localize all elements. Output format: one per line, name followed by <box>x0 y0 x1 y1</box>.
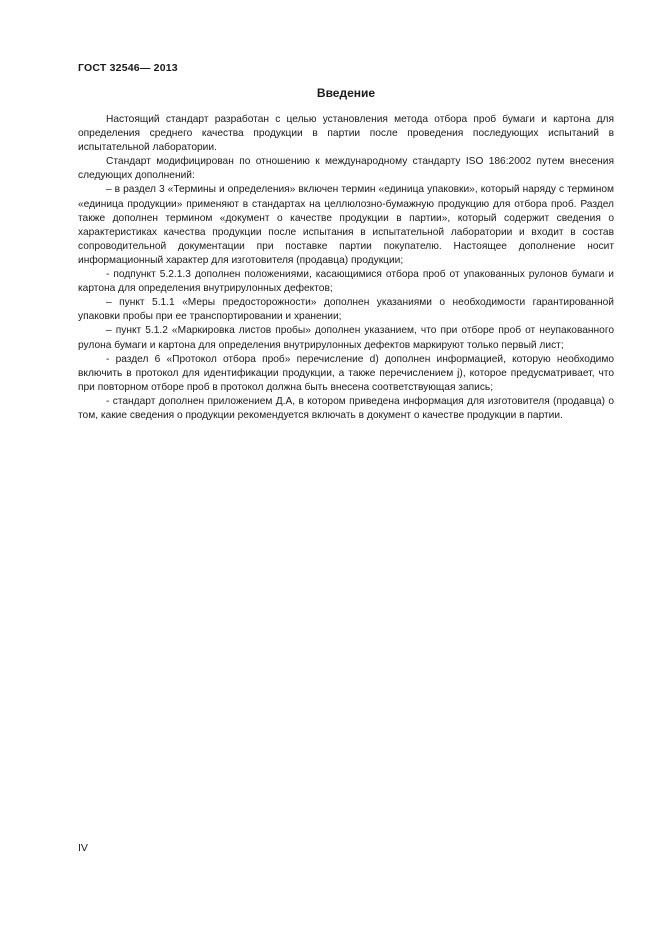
paragraph: – в раздел 3 «Термины и определения» включен термин «единица упаковки», который наряду с термином «единица продукции» применяют в стандартах на целлюлозно-бумажную продукцию для отбора проб. Раздел также дополнен термином «документ о качестве продукции в партии», который содержит сведения о характеристиках качества продукции после испытания в испытательной лаборатории и входит в состав сопроводительной документации при поставке партии покупателю. Настоящее дополнение носит информационный характер для изготовителя (продавца) продукции; <box>78 184 614 266</box>
document-header: ГОСТ 32546— 2013 <box>78 62 178 74</box>
page-number: IV <box>78 842 88 854</box>
paragraph: - раздел 6 «Протокол отбора проб» перечисление d) дополнен информацией, которую необходимо включить в протокол для идентификации продукции, а также перечислением j), которое предусматривает, что при повторном отборе проб в протокол должна быть внесена соответствующая запись; <box>78 353 614 393</box>
paragraph: - стандарт дополнен приложением Д.А, в котором приведена информация для изготовителя (продавца) о том, какие сведения о продукции рекомендуется включать в документ о качестве продукции в партии. <box>78 395 614 421</box>
paragraph: – пункт 5.1.2 «Маркировка листов пробы» дополнен указанием, что при отборе проб от неупакованного рулона бумаги и картона для определения внутрирулонных дефектов маркируют только первый лист; <box>78 325 614 351</box>
paragraph: Стандарт модифицирован по отношению к международному стандарту ISO 186:2002 путем внесения следующих дополнений: <box>78 156 614 182</box>
paragraph: – пункт 5.1.1 «Меры предосторожности» дополнен указаниями о необходимости гарантированной упаковки пробы при ее транспортировании и хранении; <box>78 297 614 323</box>
document-body <box>78 113 614 423</box>
paragraph: Настоящий стандарт разработан с целью установления метода отбора проб бумаги и картона для определения среднего качества продукции в партии после проведения последующих испытаний в испытательной лаборатории. <box>78 114 614 154</box>
paragraph: - подпункт 5.2.1.3 дополнен положениями, касающимися отбора проб от упакованных рулонов бумаги и картона для определения внутрирулонных дефектов; <box>78 269 614 295</box>
section-title: Введение <box>316 86 376 100</box>
